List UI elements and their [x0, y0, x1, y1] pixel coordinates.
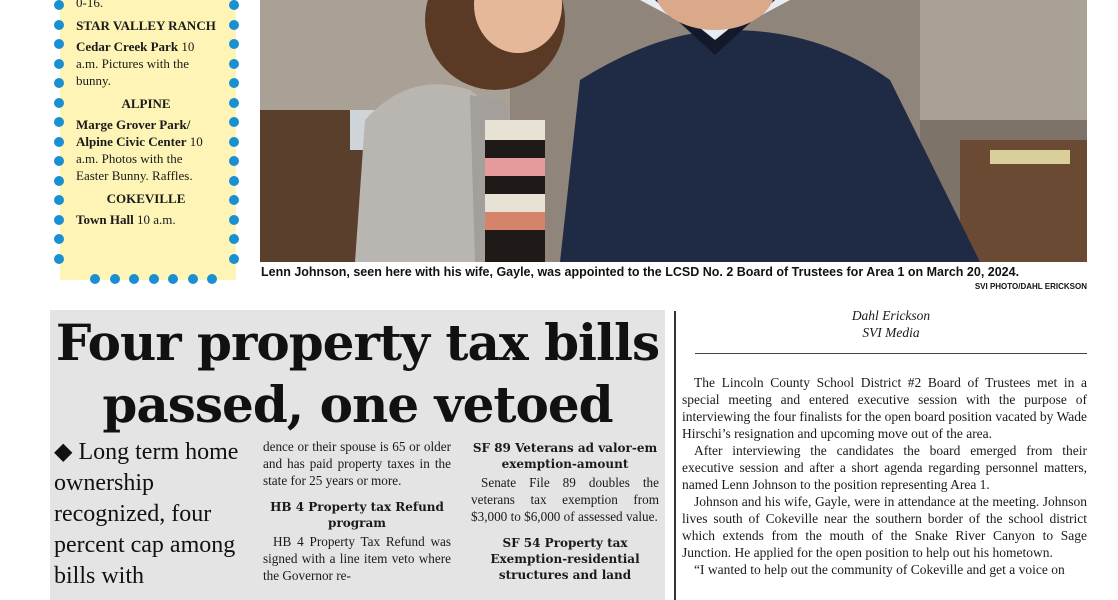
- border-dot: [188, 274, 198, 284]
- event-details: 10 a.m.: [133, 212, 176, 227]
- property-tax-story: [50, 310, 665, 600]
- border-dot: [54, 98, 64, 108]
- section-heading: HB 4 Property tax Refund program: [270, 500, 444, 530]
- byline-org: SVI Media: [862, 325, 920, 340]
- event-alpine: [76, 116, 216, 184]
- border-dot: [229, 156, 239, 166]
- event-place: Cedar Creek Park: [76, 39, 179, 54]
- news-photo: [260, 0, 1087, 262]
- byline-name: Dahl Erickson: [851, 308, 931, 323]
- byline-divider: [695, 353, 1087, 354]
- body-text: Senate File 89 doubles the veterans tax exemption from $3,000 to $6,000 of assessed value.: [471, 475, 659, 524]
- event-details: 10 a.m. Photos with the Easter Bunny. Raffles.: [76, 134, 203, 183]
- border-dot: [54, 78, 64, 88]
- body-text: dence or their spouse is 65 or older and has paid property taxes in the state for 25 years or more.: [263, 439, 451, 488]
- border-dot: [90, 274, 100, 284]
- border-dot: [54, 176, 64, 186]
- border-dot: [54, 137, 64, 147]
- byline: [695, 307, 1087, 341]
- border-dot: [54, 254, 64, 264]
- story-column-3: [471, 438, 659, 585]
- border-dot: [207, 274, 217, 284]
- border-dot: [54, 39, 64, 49]
- board-appointment-story: [682, 374, 1087, 578]
- border-dot: [229, 0, 239, 10]
- photo-credit: SVI PHOTO/DAHL ERICKSON: [974, 282, 1087, 291]
- event-place: Marge Grover Park/ Alpine Civic Center: [76, 117, 191, 149]
- events-sidebar: [60, 0, 236, 280]
- border-dot: [54, 234, 64, 244]
- event-cokeville: [76, 211, 216, 228]
- story-paragraph: The Lincoln County School District #2 Board of Trustees met in a special meeting and entered executive session with the purpose of interviewing the four finalists for the open board position vacated by Wade Hirschi’s resignation and upcoming move out of the area.: [682, 375, 1087, 441]
- event-star-valley-ranch: [76, 38, 216, 89]
- border-dot: [54, 195, 64, 205]
- border-dot: [54, 215, 64, 225]
- border-dot: [229, 254, 239, 264]
- story-paragraph: After interviewing the candidates the board emerged from their executive session and after a short agenda regarding personnel matters, named Lenn Johnson to the position representing Area 1.: [682, 443, 1087, 492]
- event-location-star-valley-ranch: STAR VALLEY RANCH: [76, 18, 216, 33]
- story-column-2: [263, 438, 451, 584]
- border-dot: [229, 78, 239, 88]
- border-dot: [54, 0, 64, 10]
- border-dot: [168, 274, 178, 284]
- story-paragraph: Johnson and his wife, Gayle, were in attendance at the meeting. Johnson lives south of Cokeville near the southern border of the school district which extends from the mouth of the Snake River Canyon to Sage Junction. He applied for the open position to help out his hometown.: [682, 494, 1087, 560]
- event-location-cokeville: COKEVILLE: [106, 191, 186, 206]
- story-headline: Four property tax bills passed, one vetoed: [55, 313, 660, 434]
- event-details: 10 a.m. Pictures with the bunny.: [76, 39, 195, 88]
- subhead-text: Long term home ownership recognized, four percent cap among bills with: [54, 439, 239, 589]
- events-list: [76, 0, 216, 234]
- border-dot: [229, 137, 239, 147]
- event-location-alpine: ALPINE: [121, 96, 171, 111]
- border-dot: [54, 117, 64, 127]
- border-dot: [229, 59, 239, 69]
- border-dot: [54, 156, 64, 166]
- section-heading: SF 54 Property tax Exemption-residential structures and land: [490, 536, 640, 582]
- border-dot: [229, 176, 239, 186]
- border-dot: [229, 39, 239, 49]
- body-text: HB 4 Property Tax Refund was signed with a line item veto where the Governor re-: [263, 534, 451, 583]
- border-dot: [229, 215, 239, 225]
- border-dot: [149, 274, 159, 284]
- diamond-bullet-icon: ◆: [54, 439, 73, 465]
- story-paragraph: “I wanted to help out the community of Cokeville and get a voice on: [694, 562, 1065, 577]
- event-place: Town Hall: [76, 212, 134, 227]
- border-dot: [229, 234, 239, 244]
- border-dot: [229, 117, 239, 127]
- border-dot: [229, 98, 239, 108]
- story-subhead: [54, 437, 250, 592]
- border-dot: [229, 195, 239, 205]
- border-dot: [229, 20, 239, 30]
- border-dot: [129, 274, 139, 284]
- column-divider: [674, 311, 676, 600]
- couple-photo-illustration: [260, 0, 1087, 262]
- border-dot: [110, 274, 120, 284]
- border-dot: [54, 20, 64, 30]
- border-dot: [54, 59, 64, 69]
- photo-caption: Lenn Johnson, seen here with his wife, Gayle, was appointed to the LCSD No. 2 Board of Trustees for Area 1 on March 20, 2024.: [261, 265, 1020, 279]
- section-heading: SF 89 Veterans ad valor-em exemption-amount: [472, 441, 658, 471]
- event-fragment: 0-16.: [76, 0, 104, 10]
